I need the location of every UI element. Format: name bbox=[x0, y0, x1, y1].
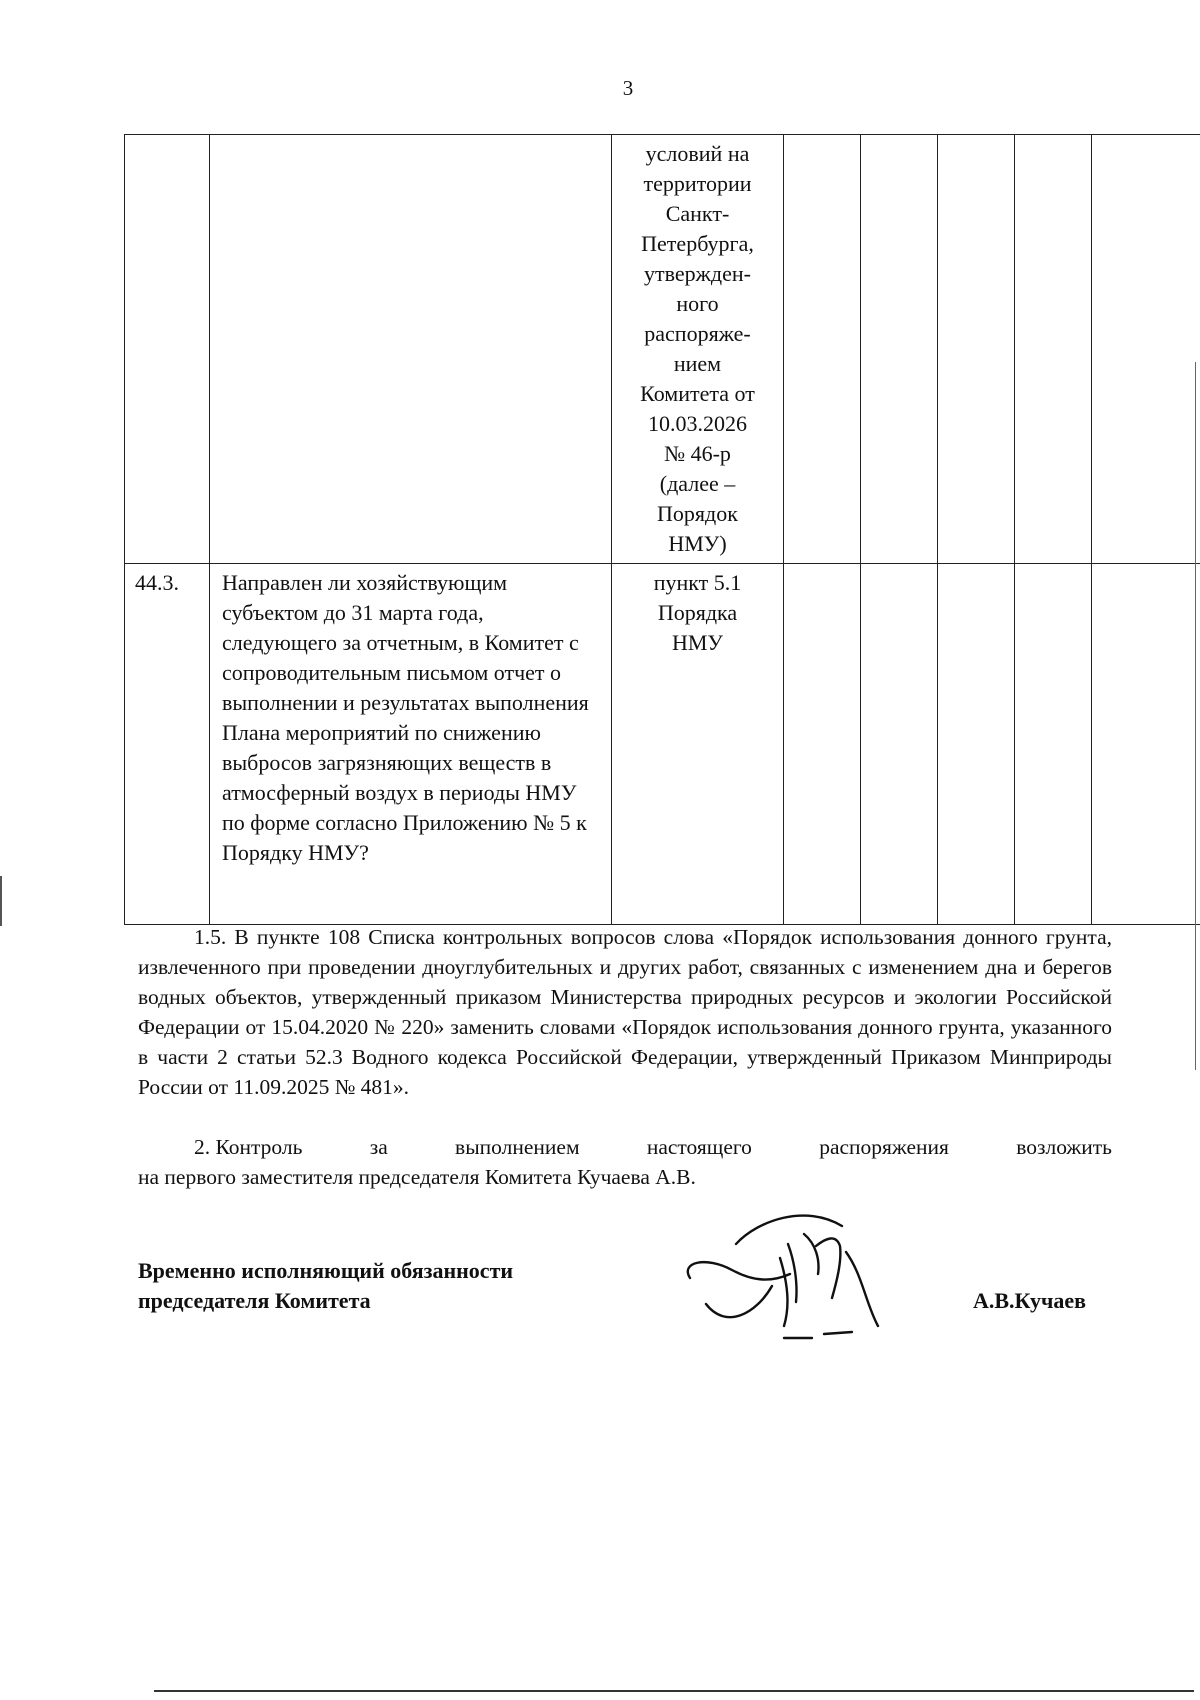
table-row bbox=[125, 135, 1200, 564]
checklist-table bbox=[124, 134, 1200, 925]
row-number: 44.3. bbox=[125, 564, 210, 925]
page-number: 3 bbox=[622, 76, 634, 100]
empty-cell bbox=[1015, 564, 1092, 925]
paragraph-2-word: настоящего bbox=[646, 1135, 752, 1159]
paragraph-2 bbox=[138, 1132, 1112, 1192]
paragraph-2-word: выполнением bbox=[455, 1135, 580, 1159]
paragraph-2-rest: на первого заместителя председателя Комитета Кучаева А.В. bbox=[138, 1165, 696, 1189]
paragraph-2-first-line bbox=[138, 1132, 1112, 1162]
empty-cell bbox=[1092, 135, 1200, 564]
empty-cell bbox=[1092, 564, 1200, 925]
empty-cell bbox=[861, 564, 938, 925]
scan-edge-mark bbox=[0, 876, 2, 926]
row-reference: пункт 5.1 Порядка НМУ bbox=[612, 564, 784, 925]
paragraph-2-word: возложить bbox=[1016, 1135, 1112, 1159]
bottom-rule bbox=[154, 1690, 1194, 1692]
row-question: Направлен ли хозяйствующим субъектом до 31 марта года, следующего за отчетным, в Комитет с сопроводительным письмом отчет о выполнении и результатах выполнения Плана мероприятий по снижению выбросов загрязняющих веществ в атмосферный воздух в периоды НМУ по форме согласно Приложению № 5 к Порядку НМУ? bbox=[210, 564, 612, 925]
row-question bbox=[210, 135, 612, 564]
empty-cell bbox=[784, 135, 861, 564]
paragraph-1-5 bbox=[138, 922, 1112, 1102]
signatory-name: А.В.Кучаев bbox=[973, 1288, 1087, 1313]
empty-cell bbox=[861, 135, 938, 564]
paragraph-2-word: 2. Контроль bbox=[194, 1135, 303, 1159]
row-number bbox=[125, 135, 210, 564]
signatory-title bbox=[138, 1256, 513, 1316]
empty-cell bbox=[938, 135, 1015, 564]
signatory-title-line: Временно исполняющий обязанности bbox=[138, 1258, 514, 1283]
handwritten-signature bbox=[676, 1200, 906, 1340]
row-reference: условий на территории Санкт- Петербурга, утвержден- ного распоряже- нием Комитета от 10.03.2026 № 46-р (далее – Порядок НМУ) bbox=[612, 135, 784, 564]
empty-cell bbox=[784, 564, 861, 925]
scan-edge-line bbox=[1195, 362, 1196, 1070]
paragraph-2-word: распоряжения bbox=[819, 1135, 949, 1159]
empty-cell bbox=[938, 564, 1015, 925]
empty-cell bbox=[1015, 135, 1092, 564]
signatory-title-line: председателя Комитета bbox=[138, 1288, 371, 1313]
table-row bbox=[125, 564, 1200, 925]
paragraph-2-word: за bbox=[369, 1135, 388, 1159]
paragraph-1-5-text: 1.5. В пункте 108 Списка контрольных вопросов слова «Порядок использования донного грунта, извлеченного при проведении дноуглубительных и других работ, связанных с изменением дна и берегов водных объектов, утвержденный приказом Министерства природных ресурсов и экологии Российской Федерации от 15.04.2020 № 220» заменить словами «Порядок использования донного грунта, указанного в части 2 статьи 52.3 Водного кодекса Российской Федерации, утвержденный Приказом Минприроды России от 11.09.2025 № 481». bbox=[138, 925, 1112, 1099]
